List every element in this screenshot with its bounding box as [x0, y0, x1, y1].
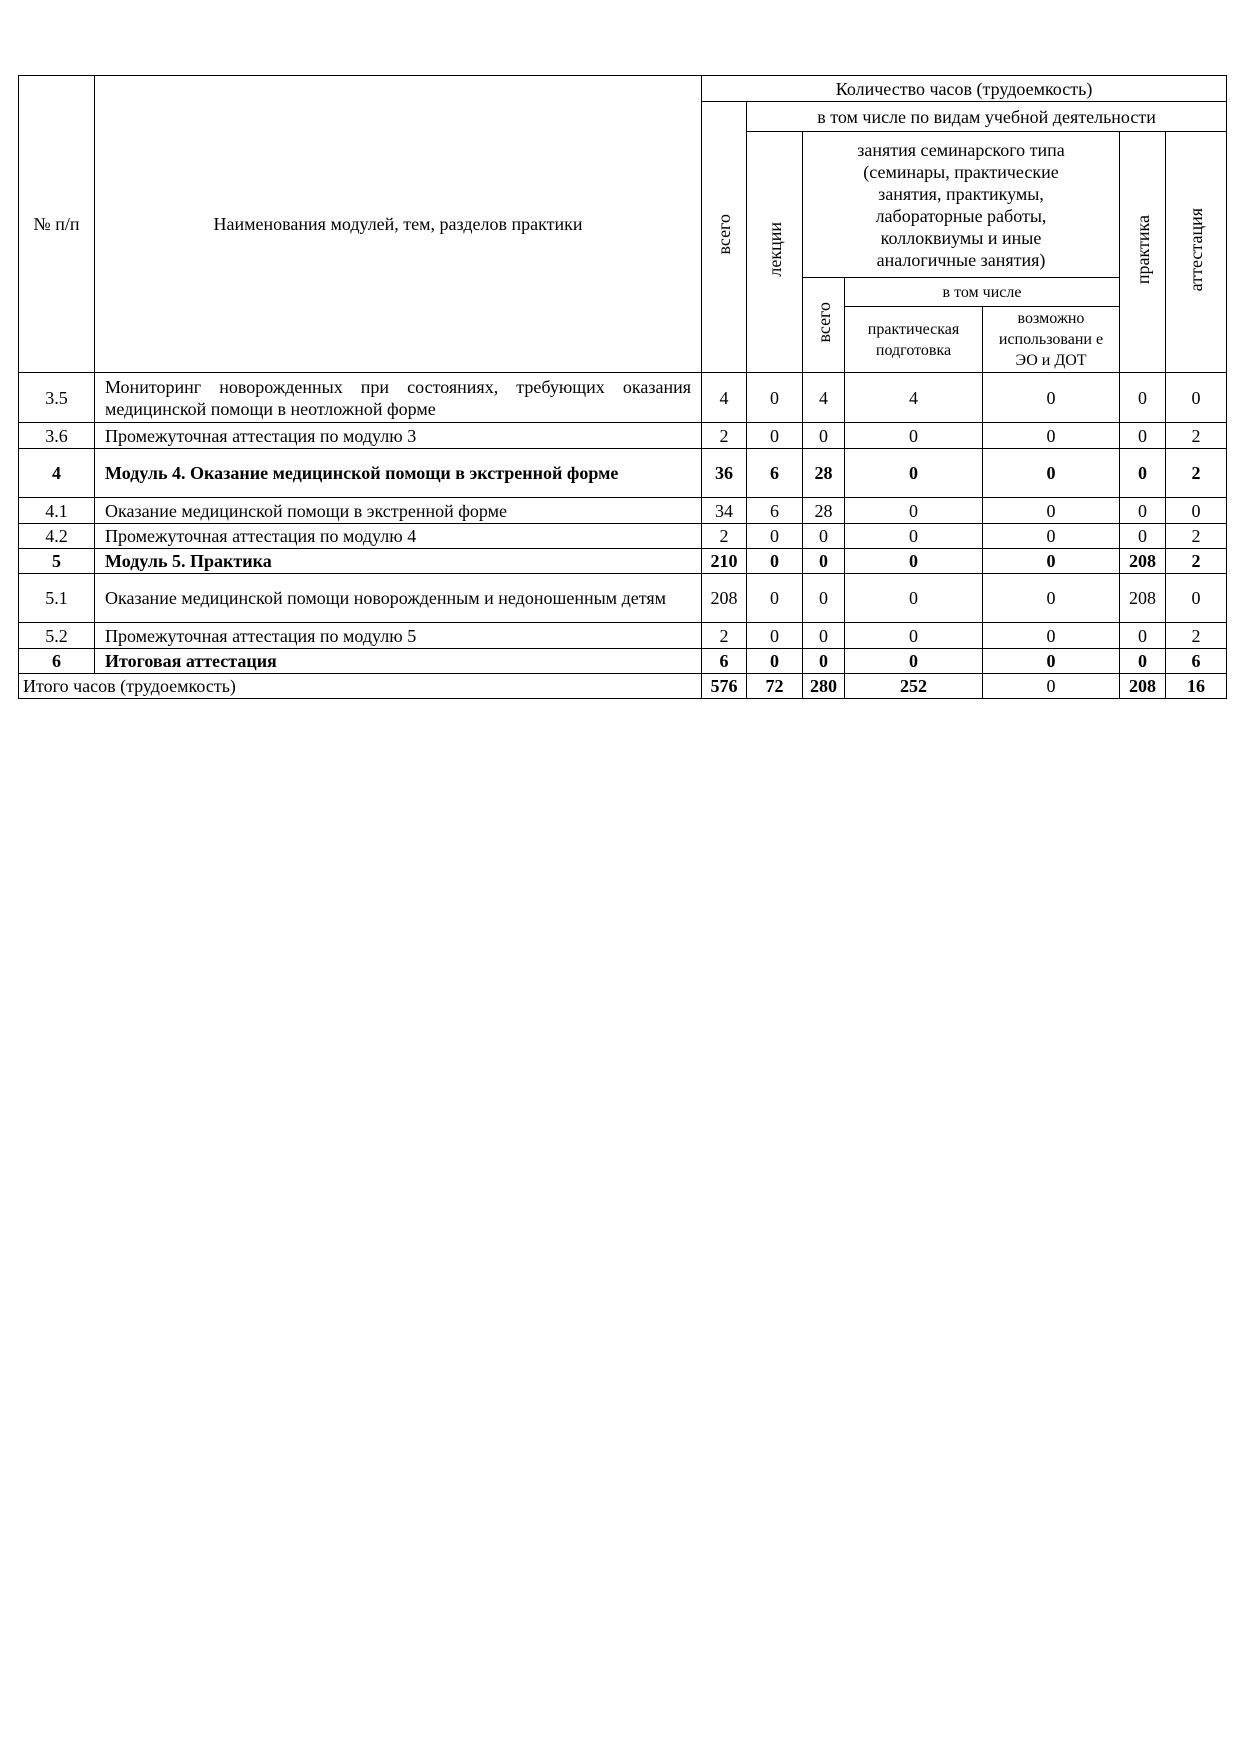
row-value: 4	[845, 373, 983, 423]
header-including: в том числе	[845, 278, 1120, 307]
row-value: 34	[702, 498, 747, 524]
row-value: 0	[983, 623, 1120, 649]
row-value: 0	[1120, 373, 1166, 423]
row-value: 2	[1166, 524, 1227, 549]
row-value: 0	[1166, 574, 1227, 623]
row-value: 0	[747, 524, 803, 549]
row-value: 2	[1166, 423, 1227, 449]
row-name: Модуль 4. Оказание медицинской помощи в экстренной форме	[95, 449, 702, 498]
row-value: 6	[747, 449, 803, 498]
table-row	[19, 623, 1227, 649]
row-value: 0	[803, 574, 845, 623]
total-value: 280	[803, 674, 845, 699]
row-value: 0	[845, 574, 983, 623]
row-value: 0	[983, 524, 1120, 549]
header-seminar-total: всего	[803, 278, 845, 373]
total-value: 252	[845, 674, 983, 699]
hours-table	[18, 75, 1227, 699]
table-row	[19, 423, 1227, 449]
row-value: 0	[1166, 498, 1227, 524]
total-value: 72	[747, 674, 803, 699]
total-value: 0	[983, 674, 1120, 699]
row-name: Оказание медицинской помощи новорожденным и недоношенным детям	[95, 574, 702, 623]
row-value: 0	[845, 549, 983, 574]
row-value: 36	[702, 449, 747, 498]
row-num: 5.2	[19, 623, 95, 649]
header-total: всего	[702, 102, 747, 373]
header-attestation: аттестация	[1166, 132, 1227, 373]
row-value: 0	[747, 574, 803, 623]
row-value: 2	[702, 423, 747, 449]
row-value: 0	[747, 423, 803, 449]
row-name: Итоговая аттестация	[95, 649, 702, 674]
row-value: 0	[1120, 449, 1166, 498]
header-practical-training: практическая подготовка	[845, 307, 983, 373]
row-value: 0	[747, 549, 803, 574]
row-value: 28	[803, 449, 845, 498]
row-num: 4.1	[19, 498, 95, 524]
row-value: 0	[803, 524, 845, 549]
table-row	[19, 574, 1227, 623]
total-row	[19, 674, 1227, 699]
total-value: 16	[1166, 674, 1227, 699]
header-by-type: в том числе по видам учебной деятельности	[747, 102, 1227, 132]
row-num: 5	[19, 549, 95, 574]
table-row	[19, 549, 1227, 574]
header-hours: Количество часов (трудоемкость)	[702, 76, 1227, 102]
row-num: 3.6	[19, 423, 95, 449]
row-value: 2	[1166, 623, 1227, 649]
row-value: 0	[1166, 373, 1227, 423]
row-value: 0	[1120, 423, 1166, 449]
row-value: 2	[1166, 449, 1227, 498]
header-eo-dot: возможно использовани е ЭО и ДОТ	[983, 307, 1120, 373]
row-num: 6	[19, 649, 95, 674]
row-value: 0	[1120, 649, 1166, 674]
row-value: 0	[983, 373, 1120, 423]
row-value: 0	[1120, 498, 1166, 524]
row-value: 0	[983, 574, 1120, 623]
row-value: 0	[803, 623, 845, 649]
row-name: Модуль 5. Практика	[95, 549, 702, 574]
row-value: 0	[1120, 524, 1166, 549]
table-row	[19, 498, 1227, 524]
row-name: Мониторинг новорожденных при состояниях, требующих оказания медицинской помощи в неотложной форме	[95, 373, 702, 423]
row-value: 0	[983, 649, 1120, 674]
row-value: 6	[747, 498, 803, 524]
row-value: 0	[983, 549, 1120, 574]
row-value: 0	[803, 423, 845, 449]
total-value: 576	[702, 674, 747, 699]
row-value: 0	[983, 498, 1120, 524]
header-name: Наименования модулей, тем, разделов практики	[95, 76, 702, 373]
row-value: 208	[1120, 549, 1166, 574]
row-value: 0	[747, 373, 803, 423]
table-row	[19, 449, 1227, 498]
row-num: 5.1	[19, 574, 95, 623]
row-value: 2	[702, 524, 747, 549]
row-value: 28	[803, 498, 845, 524]
total-value: 208	[1120, 674, 1166, 699]
row-value: 0	[747, 649, 803, 674]
row-num: 4.2	[19, 524, 95, 549]
row-value: 208	[1120, 574, 1166, 623]
header-lectures: лекции	[747, 132, 803, 373]
row-value: 0	[803, 649, 845, 674]
table-row	[19, 649, 1227, 674]
row-value: 208	[702, 574, 747, 623]
row-value: 0	[803, 549, 845, 574]
row-name: Промежуточная аттестация по модулю 5	[95, 623, 702, 649]
row-value: 0	[747, 623, 803, 649]
row-value: 2	[1166, 549, 1227, 574]
row-value: 0	[845, 498, 983, 524]
row-name: Оказание медицинской помощи в экстренной форме	[95, 498, 702, 524]
header-num: № п/п	[19, 76, 95, 373]
total-label: Итого часов (трудоемкость)	[19, 674, 702, 699]
table-row	[19, 524, 1227, 549]
row-name: Промежуточная аттестация по модулю 4	[95, 524, 702, 549]
row-value: 6	[702, 649, 747, 674]
row-value: 0	[983, 449, 1120, 498]
row-value: 0	[845, 449, 983, 498]
row-value: 2	[702, 623, 747, 649]
row-num: 3.5	[19, 373, 95, 423]
header-practice: практика	[1120, 132, 1166, 373]
row-value: 0	[1120, 623, 1166, 649]
row-value: 6	[1166, 649, 1227, 674]
row-value: 0	[983, 423, 1120, 449]
row-value: 0	[845, 649, 983, 674]
header-seminar: занятия семинарского типа (семинары, практические занятия, практикумы, лабораторные работы, коллоквиумы и иные аналогичные занятия)	[803, 132, 1120, 278]
row-name: Промежуточная аттестация по модулю 3	[95, 423, 702, 449]
table-row	[19, 373, 1227, 423]
row-value: 210	[702, 549, 747, 574]
row-value: 4	[803, 373, 845, 423]
row-num: 4	[19, 449, 95, 498]
row-value: 4	[702, 373, 747, 423]
row-value: 0	[845, 623, 983, 649]
row-value: 0	[845, 524, 983, 549]
row-value: 0	[845, 423, 983, 449]
